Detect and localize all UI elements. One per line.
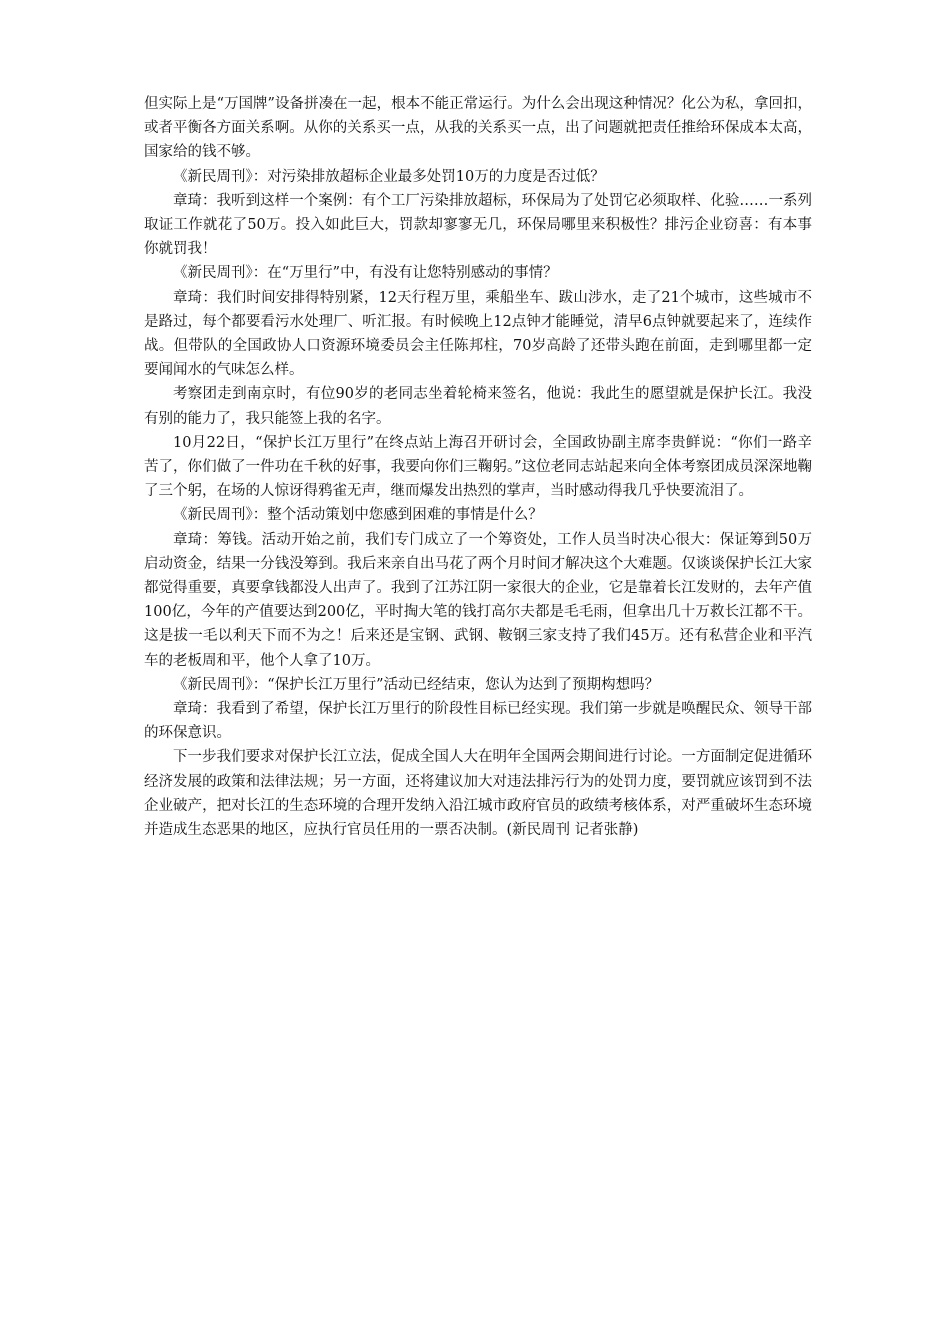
paragraph-4: 《新民周刊》：在“万里行”中，有没有让您特别感动的事情？ (173, 265, 558, 282)
paragraph-12: 下一步我们要求对保护长江立法，促成全国人大在明年全国两会期间进行讨论。一方面制定促进循环经济发展的政策和法律法规；另一方面，还将建议加大对违法排污行为的处罚力度，要罚就应该罚到不法企业破产，把对长江的生态环境的合理开发纳入沿江城市政府官员的政绩考核体系，对严重破坏生态环境并造成生态恶果的地区，应执行官员任用的一票否决制。(新民周刊 记者张静) (144, 749, 812, 839)
paragraph-3: 章琦：我听到这样一个案例：有个工厂污染排放超标，环保局为了处罚它必须取样、化验……一系列取证工作就花了50万。投入如此巨大，罚款却寥寥无几，环保局哪里来积极性？排污企业窃喜：有本事你就罚我！ (144, 192, 812, 258)
paragraph-2: 《新民周刊》：对污染排放超标企业最多处罚10万的力度是否过低？ (173, 168, 605, 185)
paragraph-10: 《新民周刊》：“保护长江万里行”活动已经结束，您认为达到了预期构想吗？ (173, 676, 660, 693)
paragraph-1: 但实际上是“万国牌”设备拼凑在一起，根本不能正常运行。为什么会出现这种情况？化公为私，拿回扣，或者平衡各方面关系啊。从你的关系买一点，从我的关系买一点，出了问题就把责任推给环保成本太高，国家给的钱不够。 (144, 96, 812, 161)
paragraph-8: 《新民周刊》：整个活动策划中您感到困难的事情是什么？ (173, 507, 543, 524)
paragraph-5: 章琦：我们时间安排得特别紧，12天行程万里，乘船坐车、跋山涉水，走了21个城市，这些城市不是路过，每个都要看污水处理厂、听汇报。有时候晚上12点钟才能睡觉，清早6点钟就要起来了，连续作战。但带队的全国政协人口资源环境委员会主任陈邦柱，70岁高龄了还带头跑在前面，走到哪里都一定要闻闻水的气味怎么样。 (144, 289, 812, 379)
paragraph-6: 考察团走到南京时，有位90岁的老同志坐着轮椅来签名，他说：我此生的愿望就是保护长江。我没有别的能力了，我只能签上我的名字。 (144, 386, 812, 427)
paragraph-9: 章琦：筹钱。活动开始之前，我们专门成立了一个筹资处，工作人员当时决心很大：保证筹到50万启动资金，结果一分钱没筹到。我后来亲自出马花了两个月时间才解决这个大难题。仅谈谈保护长江大家都觉得重要，真要拿钱都没人出声了。我到了江苏江阴一家很大的企业，它是靠着长江发财的，去年产值100亿，今年的产值要达到200亿，平时掏大笔的钱打高尔夫都是毛毛雨，但拿出几十万救长江都不干。这是拔一毛以利天下而不为之！后来还是宝钢、武钢、鞍钢三家支持了我们45万。还有私营企业和平汽车的老板周和平，他个人拿了10万。 (144, 531, 812, 669)
paragraph-11: 章琦：我看到了希望，保护长江万里行的阶段性目标已经实现。我们第一步就是唤醒民众、领导干部的环保意识。 (144, 701, 812, 742)
paragraph-7: 10月22日，“保护长江万里行”在终点站上海召开研讨会，全国政协副主席李贵鲜说：“你们一路辛苦了，你们做了一件功在千秋的好事，我要向你们三鞠躬。”这位老同志站起来向全体考察团成员深深地鞠了三个躬，在场的人惊讶得鸦雀无声，继而爆发出热烈的掌声，当时感动得我几乎快要流泪了。 (144, 434, 812, 500)
document-page (144, 92, 812, 842)
